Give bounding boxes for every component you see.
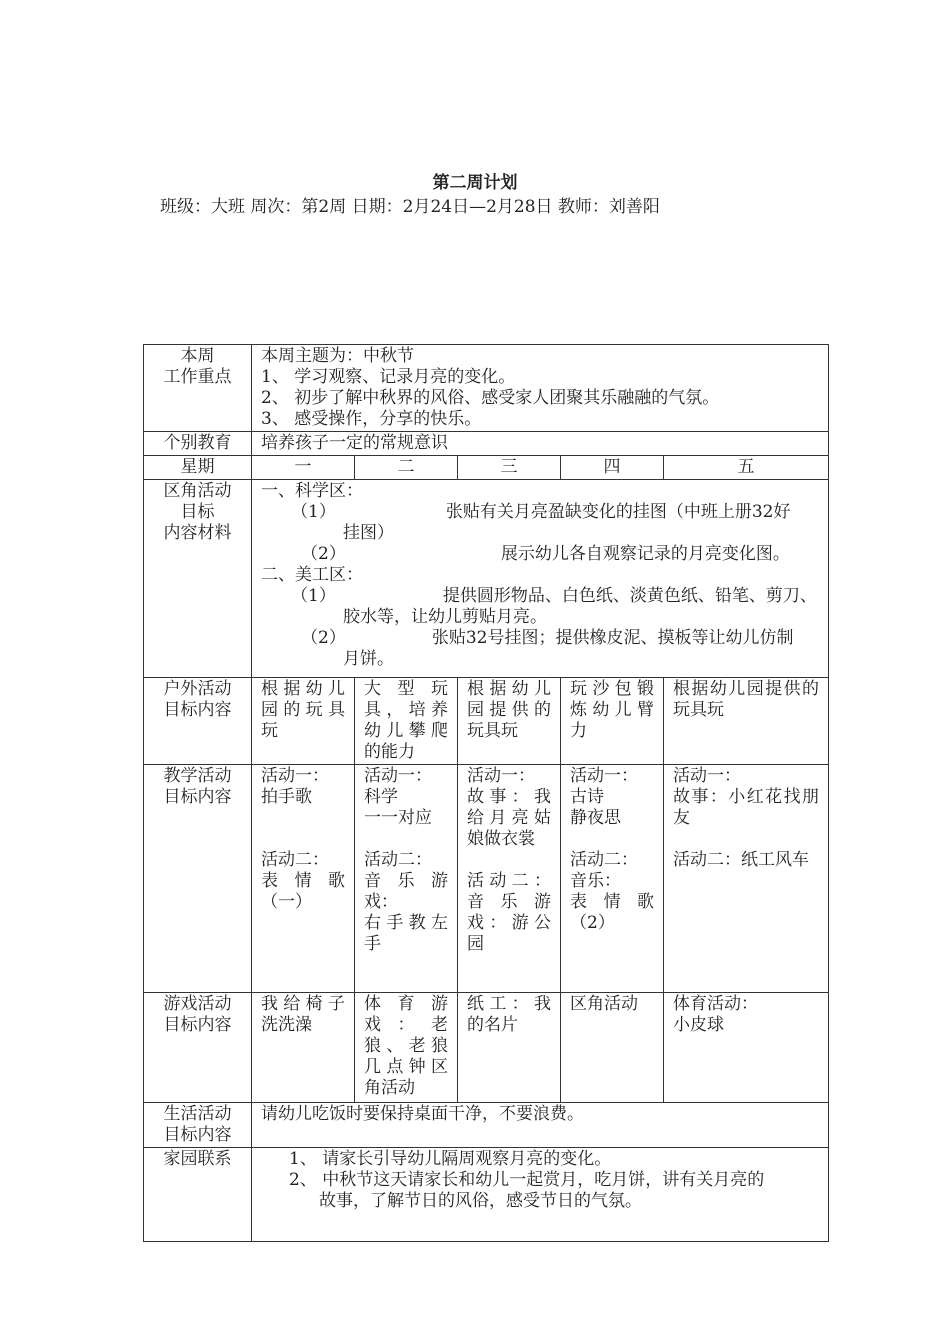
art-area-title: 二、美工区： xyxy=(261,565,363,585)
label-line: 内容材料 xyxy=(163,523,232,543)
weekly-focus-content xyxy=(252,345,829,432)
label-outdoor-activity xyxy=(144,678,252,765)
activity-text: 活动二：音乐游戏：游公园 xyxy=(467,871,551,954)
home-contact-content xyxy=(252,1148,829,1242)
activity-text: 静夜思 xyxy=(570,808,621,828)
item-text: 展示幼儿各自观察记录的月亮变化图。 xyxy=(500,544,790,564)
game-thu: 区角活动 xyxy=(561,993,664,1103)
outdoor-mon: 根据幼儿园的玩具玩 xyxy=(252,678,355,765)
weekday-thu: 四 xyxy=(561,456,664,480)
item-number: （1） xyxy=(291,502,336,522)
life-activity-content: 请幼儿吃饭时要保持桌面干净，不要浪费。 xyxy=(252,1103,829,1148)
label-line: 目标 xyxy=(180,502,215,522)
game-fri xyxy=(664,993,829,1103)
label-weekday: 星期 xyxy=(144,456,252,480)
item-text: 张贴32号挂图；提供橡皮泥、摸板等让幼儿仿制 xyxy=(431,628,794,648)
activity-text: 音乐游戏： xyxy=(364,871,448,912)
science-area-title: 一、科学区： xyxy=(261,481,363,501)
row-individual-education xyxy=(144,432,829,456)
label-line: 户外活动 xyxy=(163,679,232,699)
label-line: 游戏活动 xyxy=(163,994,232,1014)
item-number: （1） xyxy=(291,586,336,606)
activity-text: 右手教左手 xyxy=(364,913,448,954)
corner-activity-content xyxy=(252,480,829,678)
label-line: 目标内容 xyxy=(163,700,232,720)
game-mon: 我给椅子洗洗澡 xyxy=(252,993,355,1103)
activity-text: 小皮球 xyxy=(673,1015,724,1035)
activity-text: 表情歌（一） xyxy=(261,871,345,912)
label-corner-activity xyxy=(144,480,252,678)
label-weekly-focus xyxy=(144,345,252,432)
row-life-activity xyxy=(144,1103,829,1148)
label-life-activity xyxy=(144,1103,252,1148)
teaching-fri xyxy=(664,765,829,993)
activity-heading: 活动一： xyxy=(673,766,741,786)
activity-text: 一一对应 xyxy=(364,808,432,828)
label-line: 本周 xyxy=(180,346,215,366)
art-item-1 xyxy=(261,586,819,607)
outdoor-fri: 根据幼儿园提供的玩具玩 xyxy=(664,678,829,765)
science-item-2 xyxy=(261,544,819,565)
activity-text: 科学 xyxy=(364,787,398,807)
contact-item-1: 1、 请家长引导幼儿隔周观察月亮的变化。 xyxy=(289,1149,612,1169)
document-title: 第二周计划 xyxy=(432,173,518,193)
individual-education-content: 培养孩子一定的常规意识 xyxy=(252,432,829,456)
label-teaching-activity xyxy=(144,765,252,993)
teaching-thu xyxy=(561,765,664,993)
outdoor-tue: 大型玩具，培养幼儿攀爬的能力 xyxy=(355,678,458,765)
label-home-contact: 家园联系 xyxy=(144,1148,252,1242)
game-tue: 体育游戏：老狼、老狼几点钟区角活动 xyxy=(355,993,458,1103)
science-item-1-cont: 挂图） xyxy=(343,523,394,543)
item-number: （2） xyxy=(301,544,346,564)
row-outdoor-activity xyxy=(144,678,829,765)
weekday-wed: 三 xyxy=(458,456,561,480)
teaching-mon xyxy=(252,765,355,993)
activity-heading: 体育活动： xyxy=(673,994,758,1014)
label-individual-education: 个别教育 xyxy=(144,432,252,456)
focus-item: 1、 学习观察、记录月亮的变化。 xyxy=(261,367,516,387)
game-wed: 纸工：我的名片 xyxy=(458,993,561,1103)
activity-text: 拍手歌 xyxy=(261,787,312,807)
class-info-line: 班级：大班 周次：第2周 日期：2月24日—2月28日 教师：刘善阳 xyxy=(160,197,660,217)
outdoor-thu: 玩沙包锻炼幼儿臂力 xyxy=(561,678,664,765)
activity-heading: 活动二： xyxy=(261,850,329,870)
weekday-mon: 一 xyxy=(252,456,355,480)
activity-text: 活动二：纸工风车 xyxy=(673,850,809,870)
focus-item: 2、 初步了解中秋界的风俗、感受家人团聚其乐融融的气氛。 xyxy=(261,388,720,408)
art-item-1-cont: 胶水等，让幼儿剪贴月亮。 xyxy=(343,607,547,627)
row-weekly-focus xyxy=(144,345,829,432)
label-line: 目标内容 xyxy=(163,1125,232,1145)
activity-text: 古诗 xyxy=(570,787,604,807)
item-text: 张贴有关月亮盈缺变化的挂图（中班上册32好 xyxy=(445,502,791,522)
label-line: 生活活动 xyxy=(163,1104,232,1124)
label-line: 区角活动 xyxy=(163,481,232,501)
teaching-wed xyxy=(458,765,561,993)
activity-heading: 活动一： xyxy=(364,766,432,786)
label-line: 工作重点 xyxy=(163,367,232,387)
label-line: 目标内容 xyxy=(163,787,232,807)
activity-heading: 活动一： xyxy=(467,766,535,786)
activity-text: 故事：小红花找朋友 xyxy=(673,787,820,828)
art-item-2-cont: 月饼。 xyxy=(343,649,394,669)
outdoor-wed: 根据幼儿园提供的玩具玩 xyxy=(458,678,561,765)
activity-heading: 活动二： xyxy=(364,850,432,870)
item-number: （2） xyxy=(301,628,346,648)
activity-heading: 活动二： xyxy=(570,850,638,870)
label-line: 教学活动 xyxy=(163,766,232,786)
activity-heading: 活动一： xyxy=(261,766,329,786)
row-game-activity xyxy=(144,993,829,1103)
activity-heading: 活动一： xyxy=(570,766,638,786)
science-item-1 xyxy=(261,502,819,523)
contact-item-2: 2、 中秋节这天请家长和幼儿一起赏月，吃月饼，讲有关月亮的 xyxy=(289,1170,765,1190)
row-home-contact xyxy=(144,1148,829,1242)
label-line: 目标内容 xyxy=(163,1015,232,1035)
weekday-fri: 五 xyxy=(664,456,829,480)
label-game-activity xyxy=(144,993,252,1103)
row-corner-activity xyxy=(144,480,829,678)
activity-text: 音乐： xyxy=(570,871,621,891)
weekly-plan-table xyxy=(143,344,829,1242)
art-item-2 xyxy=(261,628,819,649)
theme-line: 本周主题为：中秋节 xyxy=(261,346,414,366)
teaching-tue xyxy=(355,765,458,993)
row-weekday-header xyxy=(144,456,829,480)
activity-text: 表情歌（2） xyxy=(570,892,654,933)
row-teaching-activity xyxy=(144,765,829,993)
contact-item-2-cont: 故事，了解节日的风俗，感受节日的气氛。 xyxy=(319,1191,642,1211)
activity-text: 故事：我给月亮姑娘做衣裳 xyxy=(467,787,551,849)
item-text: 提供圆形物品、白色纸、淡黄色纸、铅笔、剪刀、 xyxy=(442,586,817,606)
focus-item: 3、 感受操作，分享的快乐。 xyxy=(261,409,482,429)
weekday-tue: 二 xyxy=(355,456,458,480)
